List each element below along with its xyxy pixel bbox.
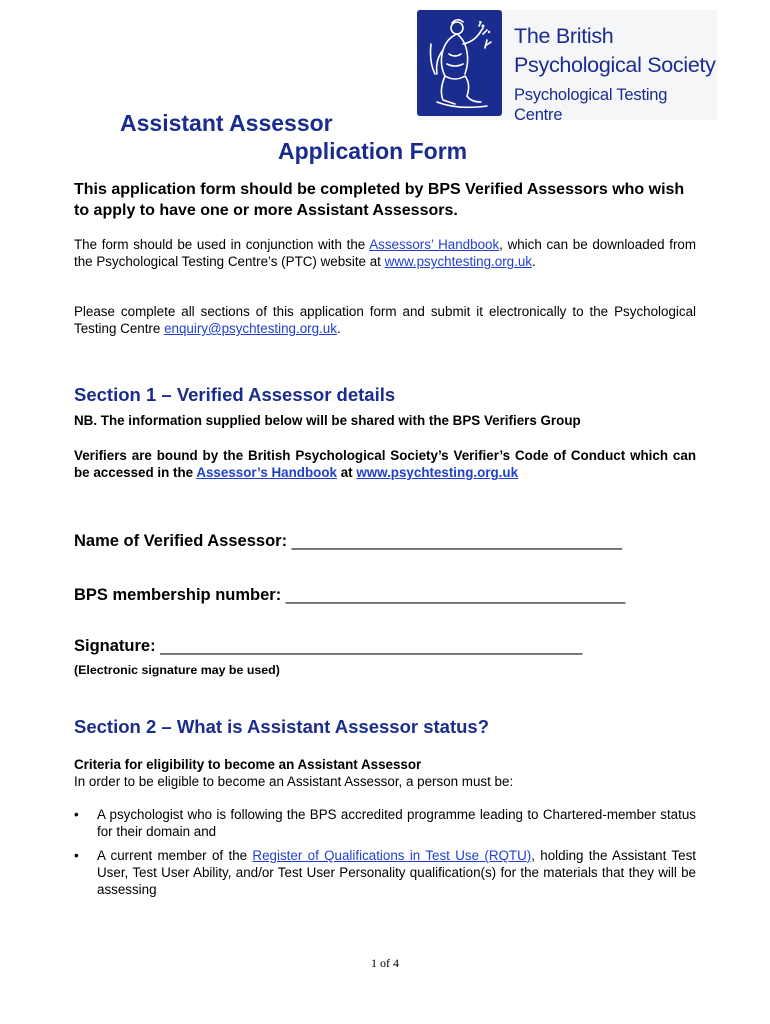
bullet2-text-post: , holding the Assistant Test User, Test User Ability, and/or Test User Personality qualification(s) for the materials that they will be assessing	[97, 848, 696, 897]
bullet-icon: •	[74, 848, 79, 863]
membership-number-line[interactable]: _____________________________________	[285, 586, 626, 604]
verifiers-text-pre: Verifiers are bound by the British Psychological Society’s Verifier’s Code of Conduct which can be accessed in the	[74, 448, 696, 480]
nb-note: NB. The information supplied below will be shared with the BPS Verifiers Group	[74, 413, 581, 428]
membership-number-field[interactable]	[74, 585, 625, 605]
assessors-handbook-link[interactable]: Assessors’ Handbook	[369, 237, 500, 252]
intro-paragraph: This application form should be completed by BPS Verified Assessors who wish to apply to have one or more Assistant Assessors.	[74, 181, 685, 219]
rqtu-register-link[interactable]: Register of Qualifications in Test Use (RQTU)	[252, 848, 532, 863]
bullet1-text: A psychologist who is following the BPS accredited programme leading to Chartered-member status for their domain and	[97, 807, 696, 839]
signature-line[interactable]: ______________________________________________	[160, 637, 583, 655]
usage-paragraph	[74, 236, 696, 270]
signature-field[interactable]	[74, 636, 582, 656]
logo-text-line3: Psychological Testing Centre	[514, 86, 668, 124]
logo-text-line1: The British	[514, 24, 614, 48]
criteria-intro: In order to be eligible to become an Assistant Assessor, a person must be:	[74, 774, 514, 789]
electronic-signature-note: (Electronic signature may be used)	[74, 663, 280, 677]
submission-text-post: .	[336, 321, 341, 336]
seated-figure-emblem-icon	[417, 10, 502, 116]
usage-text-post: .	[531, 254, 536, 269]
psychtesting-website-link[interactable]: www.psychtesting.org.uk	[384, 254, 532, 269]
usage-text-mid: , which can be downloaded from the Psychological Testing Centre’s (PTC) website at	[74, 237, 696, 269]
bullet2-text-pre: A current member of the	[97, 848, 253, 863]
verifiers-text-mid: at	[336, 465, 357, 480]
assessors-handbook-link-2[interactable]: Assessor’s Handbook	[196, 465, 337, 480]
usage-text-pre: The form should be used in conjunction with the	[74, 237, 370, 252]
verifiers-paragraph	[74, 447, 696, 481]
criteria-heading: Criteria for eligibility to become an Assistant Assessor	[74, 757, 422, 772]
submission-text-pre: Please complete all sections of this application form and submit it electronically to the Psychological Testing Centre	[74, 304, 696, 336]
enquiry-email-link[interactable]: enquiry@psychtesting.org.uk	[164, 321, 337, 336]
title-line1: Assistant Assessor	[120, 110, 333, 136]
section2-heading: Section 2 – What is Assistant Assessor status?	[74, 716, 490, 737]
membership-number-label: BPS membership number:	[74, 586, 286, 604]
logo-text-line2: Psychological Society	[514, 53, 716, 77]
section1-heading: Section 1 – Verified Assessor details	[74, 384, 396, 405]
title-line2: Application Form	[278, 138, 468, 164]
bps-logo	[417, 10, 717, 124]
assessor-name-label: Name of Verified Assessor:	[74, 532, 292, 550]
bullet2-text	[97, 847, 696, 898]
signature-label: Signature:	[74, 637, 161, 655]
assessor-name-field[interactable]	[74, 531, 622, 551]
bullet-icon: •	[74, 807, 79, 822]
page-number: 1 of 4	[371, 956, 399, 970]
psychtesting-website-link-2[interactable]: www.psychtesting.org.uk	[356, 465, 519, 480]
assessor-name-line[interactable]: ____________________________________	[291, 532, 623, 550]
submission-paragraph	[74, 303, 696, 337]
